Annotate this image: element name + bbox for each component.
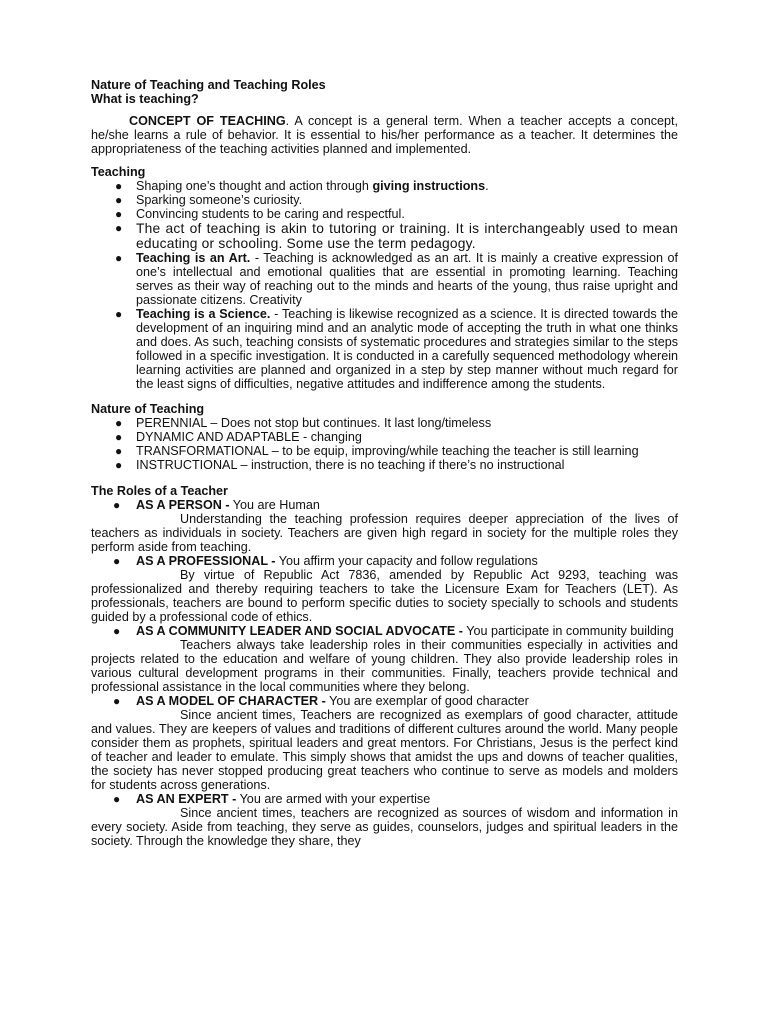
role-tagline: You participate in community building [462, 624, 674, 638]
item-bold: Teaching is a Science. [136, 307, 271, 321]
item-text: - Teaching is acknowledged as an art. It is mainly a creative expression of one’s intellectual and emotional qualities that are essential in promoting learning. Teaching serves as their way of reaching out to the minds and hearts of the young, thus raise upright and passionate citizens. Creativity [136, 251, 678, 307]
item-text: DYNAMIC AND ADAPTABLE - changing [136, 430, 362, 444]
item-text: The act of teaching is akin to tutoring or training. It is interchangeably used to mean educating or schooling. Some use the term pedagogy. [136, 221, 678, 251]
section-heading-teaching: Teaching [91, 165, 146, 179]
role-item [91, 624, 678, 694]
bullet-icon: ● [115, 251, 123, 265]
role-tagline: You affirm your capacity and follow regulations [275, 554, 538, 568]
list-item [91, 430, 678, 444]
role-title: AS AN EXPERT - [136, 792, 237, 806]
item-bold: giving instructions [372, 179, 486, 193]
bullet-icon: ● [115, 444, 123, 458]
role-description: By virtue of Republic Act 7836, amended by Republic Act 9293, teaching was professionalized and thereby requiring teachers to take the Licensure Exam for Teachers (LET). As professionals, teachers are bound to perform specific duties to society specially to schools and students guided by a professional code of ethics. [91, 568, 678, 624]
item-text: TRANSFORMATIONAL – to be equip, improving/while teaching the teacher is still learning [136, 444, 639, 458]
document-subtitle: What is teaching? [91, 92, 199, 106]
bullet-icon: ● [115, 430, 123, 444]
list-item [91, 193, 678, 207]
role-description: Since ancient times, teachers are recognized as sources of wisdom and information in every society. Aside from teaching, they serve as guides, counselors, judges and spiritual leaders in the society. Through the knowledge they share, they [91, 806, 678, 848]
item-text: - Teaching is likewise recognized as a science. It is directed towards the development of an inquiring mind and an analytic mode of accepting the truth in what one thinks and does. As such, teaching consists of systematic procedures and strategies similar to the steps followed in a specific investigation. It is conducted in a carefully sequenced methodology wherein learning activities are planned and organized in a step by step manner without much regard for the least signs of difficulties, negative attitudes and indifference among the students. [136, 307, 678, 391]
role-tagline: You are armed with your expertise [236, 792, 431, 806]
document-title: Nature of Teaching and Teaching Roles [91, 78, 326, 92]
bullet-icon: ● [115, 193, 123, 207]
list-item [91, 307, 678, 391]
item-text: Convincing students to be caring and respectful. [136, 207, 405, 221]
teaching-list [91, 179, 678, 391]
item-bold: Teaching is an Art. [136, 251, 251, 265]
bullet-icon: ● [115, 179, 123, 193]
item-text: PERENNIAL – Does not stop but continues. It last long/timeless [136, 416, 492, 430]
role-item [91, 694, 678, 792]
role-item [91, 792, 678, 848]
list-item [91, 207, 678, 221]
role-description: Since ancient times, Teachers are recognized as exemplars of good character, attitude and values. They are keepers of values and traditions of different cultures around the world. Many people consider them as prophets, spiritual leaders and great mentors. For Christians, Jesus is the perfect kind of teacher and leader to emulate. This simply shows that amidst the ups and downs of teacher qualities, the society has never stopped producing great teachers who continue to serve as models and molders for students across generations. [91, 708, 678, 792]
role-title: AS A PROFESSIONAL - [136, 554, 276, 568]
role-tagline: You are Human [229, 498, 320, 512]
list-item [91, 458, 678, 472]
nature-list [91, 416, 678, 472]
role-item [91, 554, 678, 624]
intro-lead: CONCEPT OF TEACHING [129, 114, 286, 128]
bullet-icon: ● [113, 498, 121, 512]
item-end: . [485, 179, 489, 193]
bullet-icon: ● [113, 554, 121, 568]
item-text: Sparking someone’s curiosity. [136, 193, 303, 207]
intro-paragraph [91, 114, 678, 156]
section-heading-roles: The Roles of a Teacher [91, 484, 228, 498]
role-description: Understanding the teaching profession requires deeper appreciation of the lives of teachers as individuals in society. Teachers are given high regard in society for the multiple roles they perform aside from teaching. [91, 512, 678, 554]
role-title: AS A PERSON - [136, 498, 230, 512]
role-title: AS A MODEL OF CHARACTER - [136, 694, 326, 708]
list-item [91, 179, 678, 193]
list-item [91, 444, 678, 458]
item-text: INSTRUCTIONAL – instruction, there is no teaching if there’s no instructional [136, 458, 565, 472]
bullet-icon: ● [113, 694, 121, 708]
intro-text: . A concept is a general term. When a teacher accepts a concept, he/she learns a rule of behavior. It is essential to his/her performance as a teacher. It determines the appropriateness of the teaching activities planned and implemented. [91, 114, 679, 156]
role-item [91, 498, 678, 554]
role-title: AS A COMMUNITY LEADER AND SOCIAL ADVOCATE - [136, 624, 463, 638]
bullet-icon: ● [115, 416, 123, 430]
section-heading-nature: Nature of Teaching [91, 402, 205, 416]
list-item [91, 416, 678, 430]
bullet-icon: ● [115, 458, 123, 472]
bullet-icon: ● [115, 221, 123, 235]
bullet-icon: ● [113, 624, 121, 638]
role-tagline: You are exemplar of good character [325, 694, 529, 708]
bullet-icon: ● [113, 792, 121, 806]
role-description: Teachers always take leadership roles in their communities especially in activities and projects related to the education and welfare of young children. They also provide leadership roles in various cultural development programs in their communities. Finally, teachers provide technical and professional assistance in the local communities where they belong. [91, 638, 678, 694]
item-text: Shaping one’s thought and action through [136, 179, 373, 193]
list-item [91, 221, 678, 251]
roles-list [91, 498, 678, 848]
bullet-icon: ● [115, 207, 123, 221]
bullet-icon: ● [115, 307, 123, 321]
document-content [91, 78, 678, 848]
list-item [91, 251, 678, 307]
